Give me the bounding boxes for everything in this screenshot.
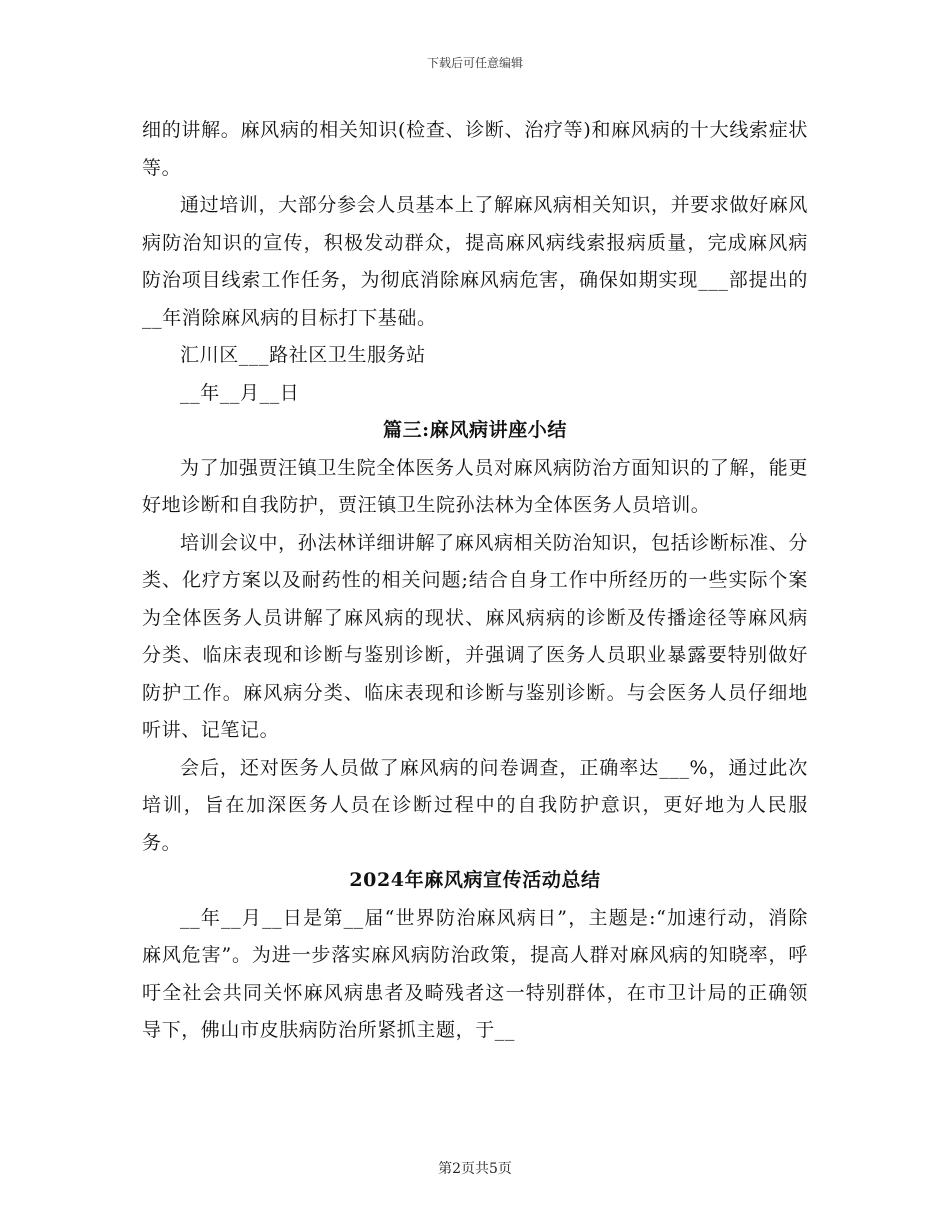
signature-date: __年__月__日 [180,381,300,404]
document-body [142,112,808,1050]
page-header-note: 下载后可任意编辑 [426,56,523,70]
paragraph-part3-survey: 会后，还对医务人员做了麻风病的问卷调查，正确率达___%，通过此次培训，旨在加深医务人员在诊断过程中的自我防护意识，更好地为人民服务。 [142,756,808,854]
section-title-part3: 篇三:麻风病讲座小结 [382,419,567,441]
paragraph-2024-intro: __年__月__日是第__届“世界防治麻风病日”，主题是:“加速行动，消除麻风危害”。为进一步落实麻风病防治政策，提高人群对麻风病的知晓率，呼吁全社会共同关怀麻风病患者及畸残者这一特别群体，在市卫计局的正确领导下，佛山市皮肤病防治所紧抓主题，于__ [142,906,808,1041]
section-title-2024-summary: 2024年麻风病宣传活动总结 [349,869,601,891]
page-number: 第2页共5页 [438,1161,512,1177]
paragraph-part3-intro: 为了加强贾汪镇卫生院全体医务人员对麻风病防治方面知识的了解，能更好地诊断和自我防护，贾汪镇卫生院孙法林为全体医务人员培训。 [142,456,808,516]
paragraph-continuation: 细的讲解。麻风病的相关知识(检查、诊断、治疗等)和麻风病的十大线索症状等。 [142,119,808,179]
signature-organization: 汇川区___路社区卫生服务站 [180,344,426,366]
paragraph-part3-meeting: 培训会议中，孙法林详细讲解了麻风病相关防治知识，包括诊断标准、分类、化疗方案以及耐药性的相关问题;结合自身工作中所经历的一些实际个案为全体医务人员讲解了麻风病的现状、麻风病病的诊断及传播途径等麻风病分类、临床表现和诊断与鉴别诊断，并强调了医务人员职业暴露要特别做好防护工作。麻风病分类、临床表现和诊断与鉴别诊断。与会医务人员仔细地听讲、记笔记。 [142,531,808,741]
paragraph-training-result: 通过培训，大部分参会人员基本上了解麻风病相关知识，并要求做好麻风病防治知识的宣传，积极发动群众，提高麻风病线索报病质量，完成麻风病防治项目线索工作任务，为彻底消除麻风病危害，确保如期实现___部提出的__年消除麻风病的目标打下基础。 [142,194,808,329]
